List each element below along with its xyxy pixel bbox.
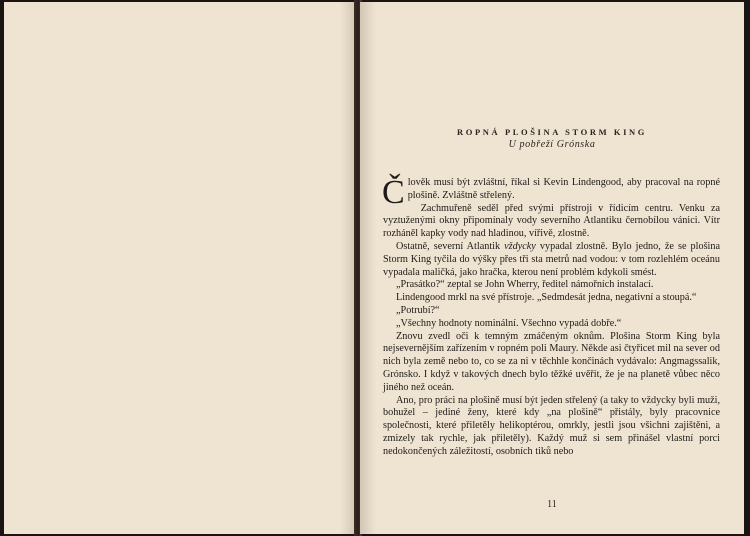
emphasis-text: vždycky	[504, 240, 536, 252]
left-page	[4, 2, 356, 534]
paragraph: „Prasátko?“ zeptal se John Wherry, ředitel námořních instalací.	[396, 279, 654, 291]
paragraph-text: vypadal zlostně. Bylo jedno, že se plošina Storm King tyčila do výšky přes tři sta metrů nad vodou: v tom rozlehlém oceánu vypadala maličká, jako hračka, kterou není problém kdykoli smést.	[383, 240, 720, 278]
paragraph-text: Ostatně, severní Atlantik	[396, 240, 505, 252]
chapter-title: ROPNÁ PLOŠINA STORM KING	[457, 127, 647, 137]
drop-cap: Č	[382, 174, 405, 211]
paragraph: „Potrubí?“	[396, 304, 440, 316]
paragraph	[382, 174, 720, 211]
right-page	[360, 2, 744, 534]
paragraph: Lindengood mrkl na své přístroje. „Sedmdesát jedna, negativní a stoupá.“	[396, 292, 697, 304]
paragraph	[383, 241, 720, 279]
paragraph: Zachmuřeně seděl před svými přístroji v řídicím centru. Venku za vyztuženými okny připomínaly vody severního Atlantiku černobílou vánici. Vítr rozháněl kapky vody nad hladinou, vířivě, zlostně.	[383, 202, 720, 240]
paragraph-text: lověk musí být zvláštní, říkal si Kevin Lindengood, aby pracoval na ropné plošině. Zvláštně střelený.	[407, 177, 720, 201]
paragraph: Znovu zvedl oči k temným zmáčeným oknům. Plošina Storm King byla nejsevernějším zařízením v ropném poli Maury. Někde asi čtyřicet mil na sever od nich byla země nebo to, co se za ni v těchhle končinách vydávalo: Angmagssalik, Grónsko. I když v takových dnech bylo těžké uvěřit, že je na planetě vůbec něco jiného než oceán.	[383, 330, 720, 393]
body-text	[382, 174, 720, 459]
chapter-subtitle: U pobřeží Grónska	[508, 139, 596, 150]
page-number: 11	[547, 499, 557, 510]
paragraph: Ano, pro práci na plošině musí být jeden střelený (a taky to vždycky byli muži, bohužel – jediné ženy, které kdy „na plošině“ přistály, byly pracovnice společnosti, které přiletěly helikoptérou, omrkly, jestli jsou všichni zajištěni, a zmizely tak rychle, jak přiletěly). Každý muž si sem přinášel vlastní porci nedokončených záležitostí, osobních tiků nebo	[383, 394, 720, 457]
paragraph: „Všechny hodnoty nominální. Všechno vypadá dobře.“	[396, 317, 622, 329]
